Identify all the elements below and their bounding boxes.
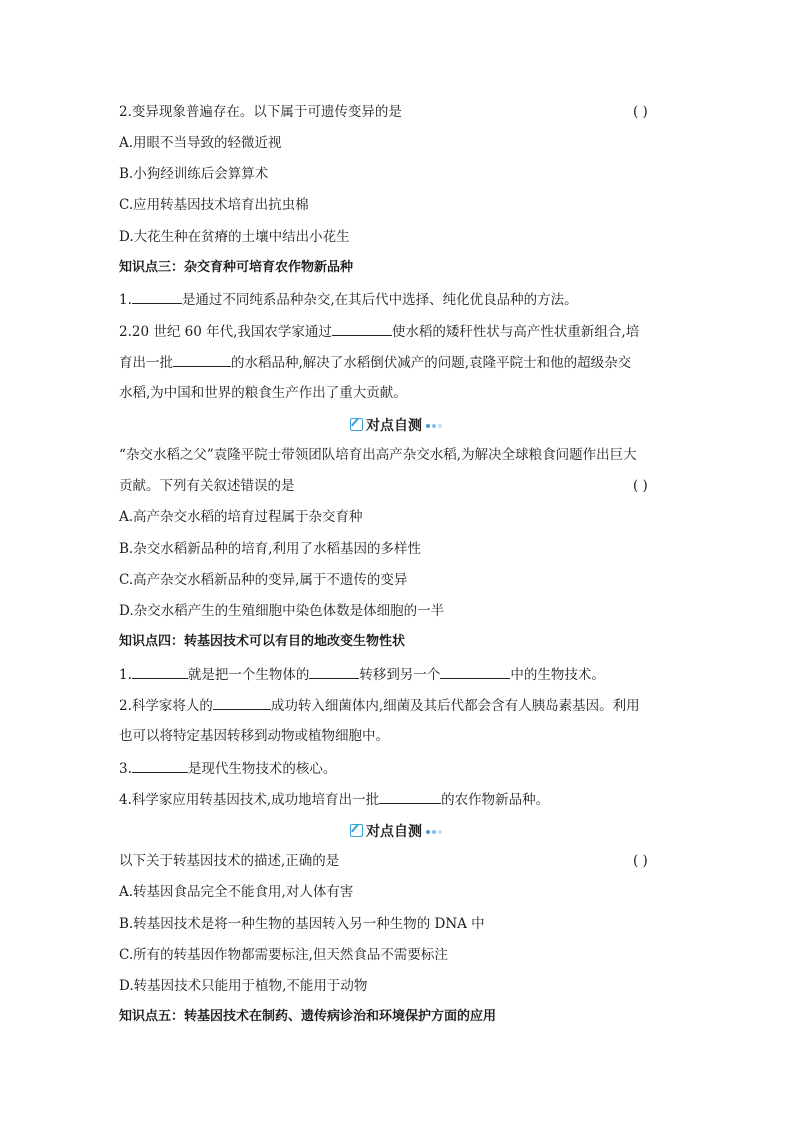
kp4-line-1 (119, 664, 674, 685)
text-run: 3. (119, 761, 132, 777)
option-c: C.应用转基因技术培育出抗虫棉 (119, 197, 309, 213)
text-run: 是现代生物技术的核心。 (187, 761, 337, 777)
fill-blank (132, 664, 188, 679)
dots-decoration (426, 414, 444, 434)
fill-blank (332, 321, 392, 336)
text-run: 转移到另一个 (359, 667, 441, 683)
question-4-stem: 以下关于转基因技术的描述,正确的是 (119, 853, 340, 869)
text-run: 的农作物新品种。 (441, 792, 550, 808)
text-run: 的水稻品种,解决了水稻倒伏减产的问题,袁隆平院士和他的超级杂交 (231, 355, 632, 371)
text-run: 使水稻的矮秆性状与高产性状重新组合,培 (391, 324, 640, 340)
text-run: 就是把一个生物体的 (187, 667, 310, 683)
self-test-label: 对点自测 (366, 418, 422, 434)
fill-blank (440, 664, 510, 679)
question-3-stem-1: “杂交水稻之父”袁隆平院士带领团队培育出高产杂交水稻,为解决全球粮食问题作出巨大 (119, 447, 637, 463)
kp4-line-4 (119, 758, 674, 779)
answer-parenthesis: ( ) (633, 478, 648, 494)
answer-parenthesis: ( ) (633, 104, 648, 120)
kp3-line-4: 水稻,为中国和世界的粮食生产作出了重大贡献。 (119, 385, 407, 401)
fill-blank (132, 289, 182, 304)
option-a: A.用眼不当导致的轻微近视 (119, 135, 282, 151)
knowledge-point-4-title: 知识点四：转基因技术可以有目的地改变生物性状 (119, 634, 406, 649)
option-d: D.大花生种在贫瘠的土壤中结出小花生 (119, 229, 350, 245)
text-run: 育出一批 (119, 355, 173, 371)
option-c: C.所有的转基因作物都需要标注,但天然食品不需要标注 (119, 947, 448, 963)
kp3-line-3 (119, 352, 674, 373)
dots-decoration (426, 820, 444, 840)
self-test-header (0, 820, 794, 842)
kp4-line-3: 也可以将特定基因转移到动物或植物细胞中。 (119, 728, 389, 744)
self-test-label: 对点自测 (366, 824, 422, 840)
text-run: 1. (119, 292, 132, 308)
knowledge-point-3-title: 知识点三：杂交育种可培育农作物新品种 (119, 260, 354, 275)
kp3-line-1 (119, 289, 674, 310)
answer-parenthesis: ( ) (633, 853, 648, 869)
self-test-header (0, 414, 794, 436)
knowledge-point-5-title: 知识点五：转基因技术在制药、遗传病诊治和环境保护方面的应用 (119, 1009, 497, 1024)
option-a: A.高产杂交水稻的培育过程属于杂交育种 (119, 509, 363, 525)
kp3-line-2 (119, 321, 674, 342)
option-c: C.高产杂交水稻新品种的变异,属于不遗传的变异 (119, 572, 408, 588)
fill-blank (213, 695, 271, 710)
kp4-line-2 (119, 695, 674, 716)
fill-blank (379, 789, 441, 804)
kp4-line-5 (119, 789, 674, 810)
option-d: D.杂交水稻产生的生殖细胞中染色体数是体细胞的一半 (119, 603, 445, 619)
text-run: 成功转入细菌体内,细菌及其后代都会含有人胰岛素基因。利用 (270, 698, 640, 714)
text-run: 1. (119, 667, 132, 683)
option-b: B.小狗经训练后会算算术 (119, 166, 269, 182)
fill-blank (309, 664, 359, 679)
text-run: 2.科学家将人的 (119, 698, 213, 714)
option-b: B.转基因技术是将一种生物的基因转入另一种生物的 DNA 中 (119, 916, 485, 932)
text-run: 是通过不同纯系品种杂交,在其后代中选择、纯化优良品种的方法。 (181, 292, 578, 308)
fill-blank (173, 352, 231, 367)
text-run: 中的生物技术。 (510, 667, 605, 683)
question-2-stem: 2.变异现象普遍存在。以下属于可遗传变异的是 (119, 104, 402, 120)
option-b: B.杂交水稻新品种的培育,利用了水稻基因的多样性 (119, 541, 422, 557)
text-run: 4.科学家应用转基因技术,成功地培育出一批 (119, 792, 380, 808)
pencil-icon (350, 824, 363, 837)
text-run: 2.20 世纪 60 年代,我国农学家通过 (119, 324, 332, 340)
option-a: A.转基因食品完全不能食用,对人体有害 (119, 884, 354, 900)
fill-blank (132, 758, 188, 773)
question-3-stem-2: 贡献。下列有关叙述错误的是 (119, 478, 295, 494)
option-d: D.转基因技术只能用于植物,不能用于动物 (119, 978, 368, 994)
pencil-icon (350, 418, 363, 431)
